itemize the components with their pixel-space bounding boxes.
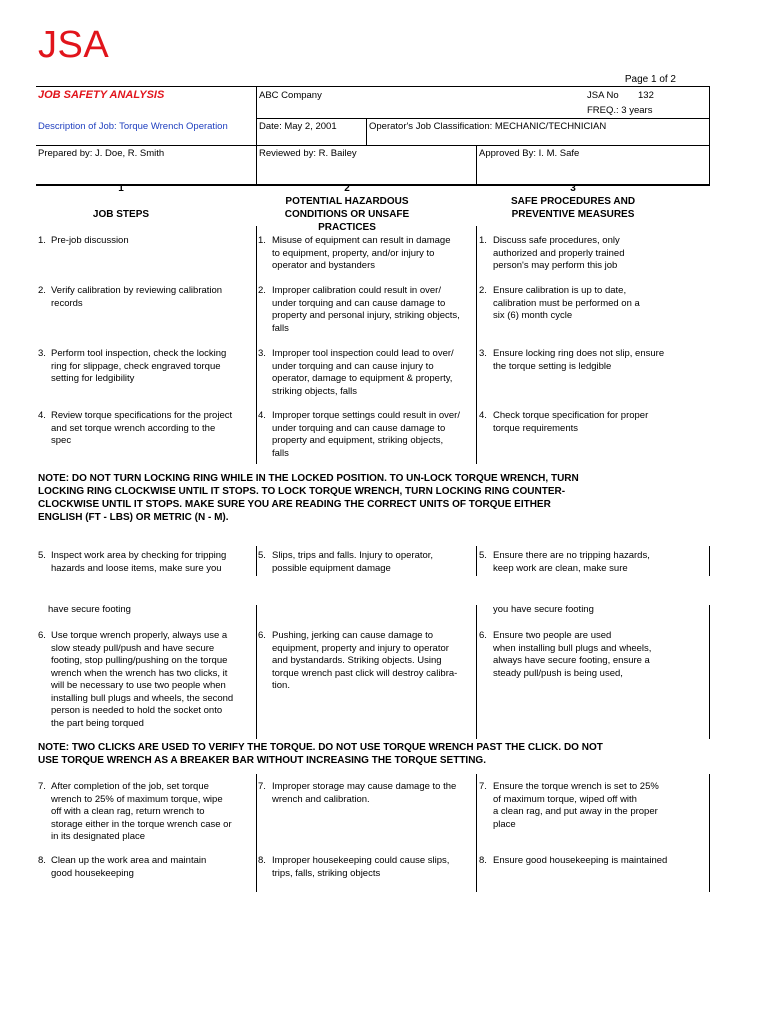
procedure-number: 7. [479, 781, 487, 792]
hazard-number: 3. [258, 348, 266, 359]
hazard-text: Improper torque settings could result in over/ under torquing and can cause damage to property and equipment, striking objects, falls [272, 410, 460, 459]
procedure-text: Ensure good housekeeping is maintained [493, 855, 668, 866]
procedure-number: 8. [479, 855, 487, 866]
jsa-number: 132 [638, 90, 654, 101]
procedure-text: Ensure two people are used when installing bull plugs and wheels, always have secure footing, ensure a steady pull/push is being used, [493, 630, 652, 679]
grid-line [256, 86, 257, 184]
hazard-number: 2. [258, 285, 266, 296]
job-step: After completion of the job, set torque wrench to 25% of maximum torque, wipe off with a clean rag, return wrench to storage either in the torque wrench case or in its designated place [51, 781, 232, 842]
hazard-text: Misuse of equipment can result in damage to equipment, property, and/or injury to operator and bystanders [272, 235, 451, 271]
column-divider [256, 605, 257, 739]
company-name: ABC Company [259, 90, 322, 101]
step-number: 5. [38, 550, 46, 561]
procedure-text: Discuss safe procedures, only authorized and properly trained person's may perform this job [493, 235, 625, 271]
job-step: Clean up the work area and maintain good housekeeping [51, 855, 207, 879]
hazard-number: 6. [258, 630, 266, 641]
column-divider [476, 605, 477, 739]
step-number: 6. [38, 630, 46, 641]
approved-by: Approved By: I. M. Safe [479, 148, 580, 159]
jsa-logo: JSA [38, 24, 110, 66]
step-number: 2. [38, 285, 46, 296]
grid-line [256, 118, 710, 119]
column-divider [709, 546, 710, 576]
procedure-number: 2. [479, 285, 487, 296]
procedure-text-continued: you have secure footing [493, 604, 594, 615]
column-divider [709, 774, 710, 892]
hazard-number: 7. [258, 781, 266, 792]
hazard-text: Slips, trips and falls. Injury to operator, possible equipment damage [272, 550, 434, 574]
column-2-number: 2 [344, 183, 350, 194]
job-step: Review torque specifications for the project and set torque wrench according to the spec [51, 410, 233, 446]
column-divider [476, 774, 477, 892]
document-title: JOB SAFETY ANALYSIS [38, 89, 165, 101]
hazard-text: Improper housekeeping could cause slips, trips, falls, striking objects [272, 855, 450, 879]
procedure-number: 6. [479, 630, 487, 641]
column-divider [256, 546, 257, 576]
prepared-by: Prepared by: J. Doe, R. Smith [38, 148, 165, 159]
step-number: 1. [38, 235, 46, 246]
grid-line [366, 118, 367, 145]
job-step: Perform tool inspection, check the locking ring for slippage, check engraved torque setting for ledgibility [51, 348, 227, 384]
grid-line [709, 86, 710, 184]
procedure-number: 5. [479, 550, 487, 561]
step-number: 7. [38, 781, 46, 792]
procedure-text: Ensure there are no tripping hazards, keep work are clean, make sure [493, 550, 650, 574]
column-3-number: 3 [570, 183, 576, 194]
hazard-text: Pushing, jerking can cause damage to equipment, property and injury to operator and bystandards. Striking objects. Using torque wrench past click will destroy calibra- tion. [272, 630, 458, 691]
reviewed-by: Reviewed by: R. Bailey [259, 148, 357, 159]
page-label: Page 1 of 2 [624, 74, 676, 85]
column-1-title: JOB STEPS [92, 209, 150, 220]
jsa-no-label: JSA No [587, 90, 619, 101]
column-divider [476, 226, 477, 464]
procedure-text: Ensure locking ring does not slip, ensure the torque setting is ledgible [493, 348, 665, 372]
grid-line [36, 86, 710, 87]
job-description: Description of Job: Torque Wrench Operation [38, 121, 228, 132]
date: Date: May 2, 2001 [259, 121, 337, 132]
note-two-clicks: NOTE: TWO CLICKS ARE USED TO VERIFY THE TORQUE. DO NOT USE TORQUE WRENCH PAST THE CLICK. DO NOT USE TORQUE WRENCH AS A BREAKER BAR WITHOUT INCREASING THE TORQUE SETTING. [38, 742, 603, 766]
grid-line [476, 145, 477, 184]
procedure-text: Ensure calibration is up to date, calibration must be performed on a six (6) month cycle [493, 285, 640, 321]
step-number: 3. [38, 348, 46, 359]
column-divider [256, 226, 257, 464]
column-divider [256, 774, 257, 892]
job-step: Pre-job discussion [51, 235, 129, 246]
procedure-number: 1. [479, 235, 487, 246]
job-step: Verify calibration by reviewing calibration records [51, 285, 223, 309]
hazard-text: Improper calibration could result in over/ under torquing and can cause damage to property and personal injury, striking objects, falls [272, 285, 460, 334]
note-locking-ring: NOTE: DO NOT TURN LOCKING RING WHILE IN THE LOCKED POSITION. TO UN-LOCK TORQUE WRENCH, TURN LOCKING RING CLOCKWISE UNTIL IT STOPS. TO LOCK TORQUE WRENCH, TURN LOCKING RING COUNTER- CLOCKWISE UNTIL IT STOPS. MAKE SURE YOU ARE READING THE CORRECT UNITS OF TORQUE EITHER ENGLISH (FT - LBS) OR METRIC (N - M). [38, 473, 579, 523]
hazard-text: Improper tool inspection could lead to over/ under torquing and can cause injury to operator, damage to equipment & property, striking objects, falls [272, 348, 454, 397]
procedure-text: Ensure the torque wrench is set to 25% of maximum torque, wiped off with a clean rag, and put away in the proper place [493, 781, 659, 830]
step-number: 8. [38, 855, 46, 866]
procedure-number: 3. [479, 348, 487, 359]
frequency: FREQ.: 3 years [587, 105, 653, 116]
job-step: Use torque wrench properly, always use a slow steady pull/push and have secure footing, stop pulling/pushing on the torque wrench when the wrench has two clicks, it will be necessary to use two people when installing bull plugs and wheels, the second person is needed to hold the socket onto the part being torqued [51, 630, 234, 729]
hazard-text: Improper storage may cause damage to the wrench and calibration. [272, 781, 457, 805]
column-divider [476, 546, 477, 576]
job-step: Inspect work area by checking for tripping hazards and loose items, make sure you [51, 550, 227, 574]
job-step-continued: have secure footing [48, 604, 131, 615]
column-3-title: SAFE PROCEDURES AND PREVENTIVE MEASURES [510, 196, 636, 220]
column-1-number: 1 [118, 183, 124, 194]
step-number: 4. [38, 410, 46, 421]
procedure-number: 4. [479, 410, 487, 421]
procedure-text: Check torque specification for proper torque requirements [493, 410, 649, 434]
hazard-number: 5. [258, 550, 266, 561]
column-2-title: POTENTIAL HAZARDOUS CONDITIONS OR UNSAFE PRACTICES [284, 196, 410, 233]
hazard-number: 4. [258, 410, 266, 421]
hazard-number: 8. [258, 855, 266, 866]
hazard-number: 1. [258, 235, 266, 246]
column-divider [709, 605, 710, 739]
grid-line [36, 145, 710, 146]
job-classification: Operator's Job Classification: MECHANIC/TECHNICIAN [369, 121, 607, 132]
